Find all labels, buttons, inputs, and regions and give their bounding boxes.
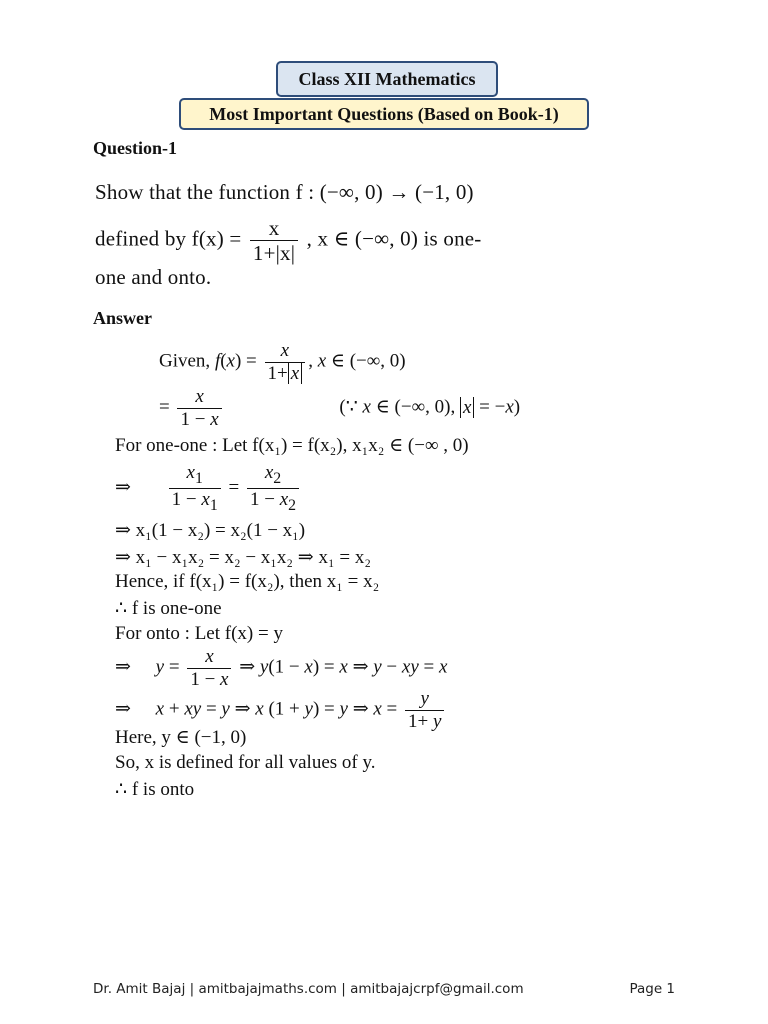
question-line-3: one and onto. — [95, 265, 212, 289]
answer-line-8: ∴ f is one-one — [115, 598, 222, 619]
answer-line-3: For one-one : Let f(x₁) = f(x₂), x₁x₂ ∈ (−∞ , 0) — [115, 435, 469, 456]
answer-line-6: ⇒ x₁ − x₁x₂ = x₂ − x₁x₂ ⇒ x₁ = x₂ — [115, 547, 371, 568]
answer-line-5: ⇒ x₁(1 − x₂) = x₂(1 − x₁) — [115, 520, 306, 541]
answer-line-14: ∴ f is onto — [115, 779, 195, 800]
answer-line-9: For onto : Let f(x) = y — [115, 623, 283, 644]
answer-line-11: ⇒ x + xy = y ⇒ x (1 + y) = y ⇒ x = $\frac{y}{1+ y}$ — [115, 688, 447, 733]
answer-line-4: ⇒ $\frac{x_1}{1 - x_1}$ = $\frac{x_2}{1 - x_2}$ — [115, 462, 302, 515]
question-line-1: Show that the function f : (−∞, 0) → (−1, 0) — [95, 180, 474, 204]
answer-line-2: = $\frac{x}{1 - x}$ (∵ x ∈ (−∞, 0), x = −x) — [159, 386, 521, 430]
footer-author-info: Dr. Amit Bajaj | amitbajajmaths.com | amitbajajcrpf@gmail.com — [93, 981, 524, 997]
answer-line-10: ⇒ y = $\frac{x}{1 - x}$ ⇒ y(1 − x) = x ⇒ y − xy = x — [115, 646, 448, 690]
question-line-2-suffix: , x ∈ (−∞, 0) is one- — [306, 226, 482, 251]
footer-page-number: Page 1 — [629, 981, 675, 997]
answer-heading: Answer — [93, 308, 152, 328]
document-subtitle: Most Important Questions (Based on Book-1) — [179, 98, 589, 130]
question-line-2 — [95, 216, 482, 265]
answer-line-1: Given, f(x) = $\frac{x}{1+ x}$ , x ∈ (−∞, 0) — [159, 340, 406, 384]
question-fraction-denominator: 1+|x| — [252, 241, 296, 266]
document-title: Class XII Mathematics — [276, 61, 498, 97]
question-fraction — [250, 216, 298, 265]
answer-line-12: Here, y ∈ (−1, 0) — [115, 727, 247, 748]
question-heading: Question-1 — [93, 138, 178, 158]
answer-line-13: So, x is defined for all values of y. — [115, 752, 376, 773]
question-fraction-numerator: x — [250, 216, 298, 241]
question-line-2-prefix: defined by f(x) = — [95, 226, 242, 251]
answer-line-7: Hence, if f(x₁) = f(x₂), then x₁ = x₂ — [115, 571, 380, 592]
